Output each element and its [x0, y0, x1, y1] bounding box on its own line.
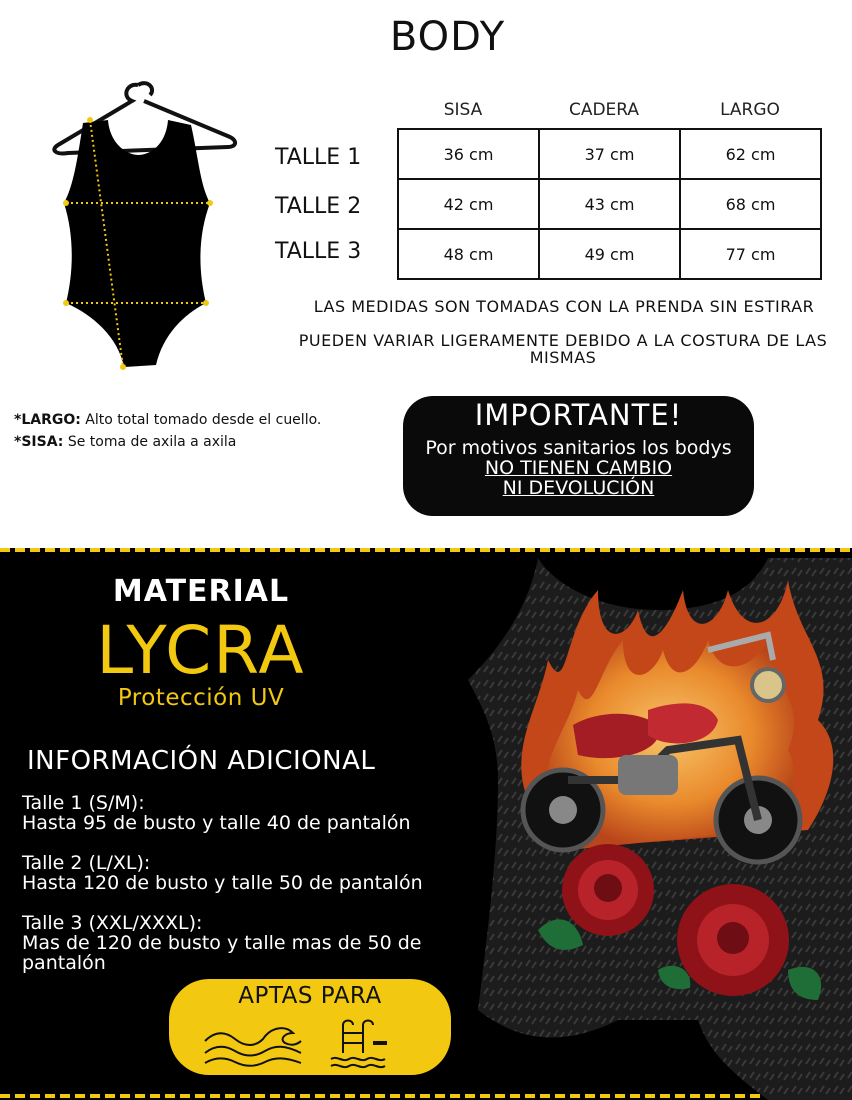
size-info-text: Hasta 120 de busto y talle 50 de pantalón [22, 872, 423, 894]
table-row [398, 229, 821, 279]
size-info-heading: Talle 1 (S/M): [22, 792, 145, 814]
variation-note: PUEDEN VARIAR LIGERAMENTE DEBIDO A LA COSTURA DE LAS MISMAS [298, 331, 828, 367]
size-info-text: Hasta 95 de busto y talle 40 de pantalón [22, 812, 411, 834]
waves-icon [201, 1017, 305, 1067]
definition-sisa [14, 431, 321, 453]
important-text: Por motivos sanitarios los bodys [425, 437, 732, 459]
bodysuit-product-image [468, 550, 852, 1100]
size-table [397, 128, 822, 280]
additional-info-title: INFORMACIÓN ADICIONAL [27, 746, 376, 776]
size-info-heading: Talle 2 (L/XL): [22, 852, 151, 874]
table-cell: 37 cm [539, 129, 680, 179]
material-subtitle: Protección UV [117, 685, 285, 711]
measurement-note: LAS MEDIDAS SON TOMADAS CON LA PRENDA SIN ESTIRAR [313, 297, 815, 316]
suitable-for-badge [169, 979, 451, 1075]
row-label-talle-1: TALLE 1 [275, 145, 362, 170]
table-row [398, 129, 821, 179]
table-cell: 68 cm [680, 179, 821, 229]
table-cell: 42 cm [398, 179, 539, 229]
table-cell: 49 cm [539, 229, 680, 279]
size-info-talle-2 [22, 853, 462, 893]
table-cell: 77 cm [680, 229, 821, 279]
material-name: LYCRA [96, 612, 306, 689]
size-info-text: Mas de 120 de busto y talle mas de 50 de pantalón [22, 932, 422, 974]
no-return-text: NI DEVOLUCIÓN [502, 477, 655, 499]
no-exchange-text: NO TIENEN CAMBIO [484, 457, 673, 479]
definition-term: *SISA: [14, 434, 64, 450]
definition-text: Alto total tomado desde el cuello. [80, 412, 322, 428]
definition-term: *LARGO: [14, 412, 81, 428]
table-cell: 36 cm [398, 129, 539, 179]
important-title: IMPORTANTE! [474, 398, 683, 432]
size-info-talle-3 [22, 913, 462, 973]
pool-ladder-icon [329, 1015, 393, 1069]
row-label-talle-2: TALLE 2 [275, 194, 362, 219]
definitions [14, 409, 321, 453]
column-header-sisa: SISA [443, 100, 483, 120]
size-info-heading: Talle 3 (XXL/XXXL): [22, 912, 203, 934]
size-info-talle-1 [22, 793, 462, 833]
suitable-for-label: APTAS PARA [238, 983, 382, 1009]
material-label: MATERIAL [112, 574, 290, 609]
row-label-talle-3: TALLE 3 [275, 239, 362, 264]
table-cell: 48 cm [398, 229, 539, 279]
bodysuit-measurement-illustration [38, 75, 238, 375]
column-header-largo: LARGO [720, 100, 780, 120]
page-title: BODY [389, 14, 506, 60]
table-cell: 43 cm [539, 179, 680, 229]
table-cell: 62 cm [680, 129, 821, 179]
table-row [398, 179, 821, 229]
definition-largo [14, 409, 321, 431]
column-header-cadera: CADERA [568, 100, 640, 120]
definition-text: Se toma de axila a axila [63, 434, 237, 450]
important-notice [403, 396, 754, 516]
